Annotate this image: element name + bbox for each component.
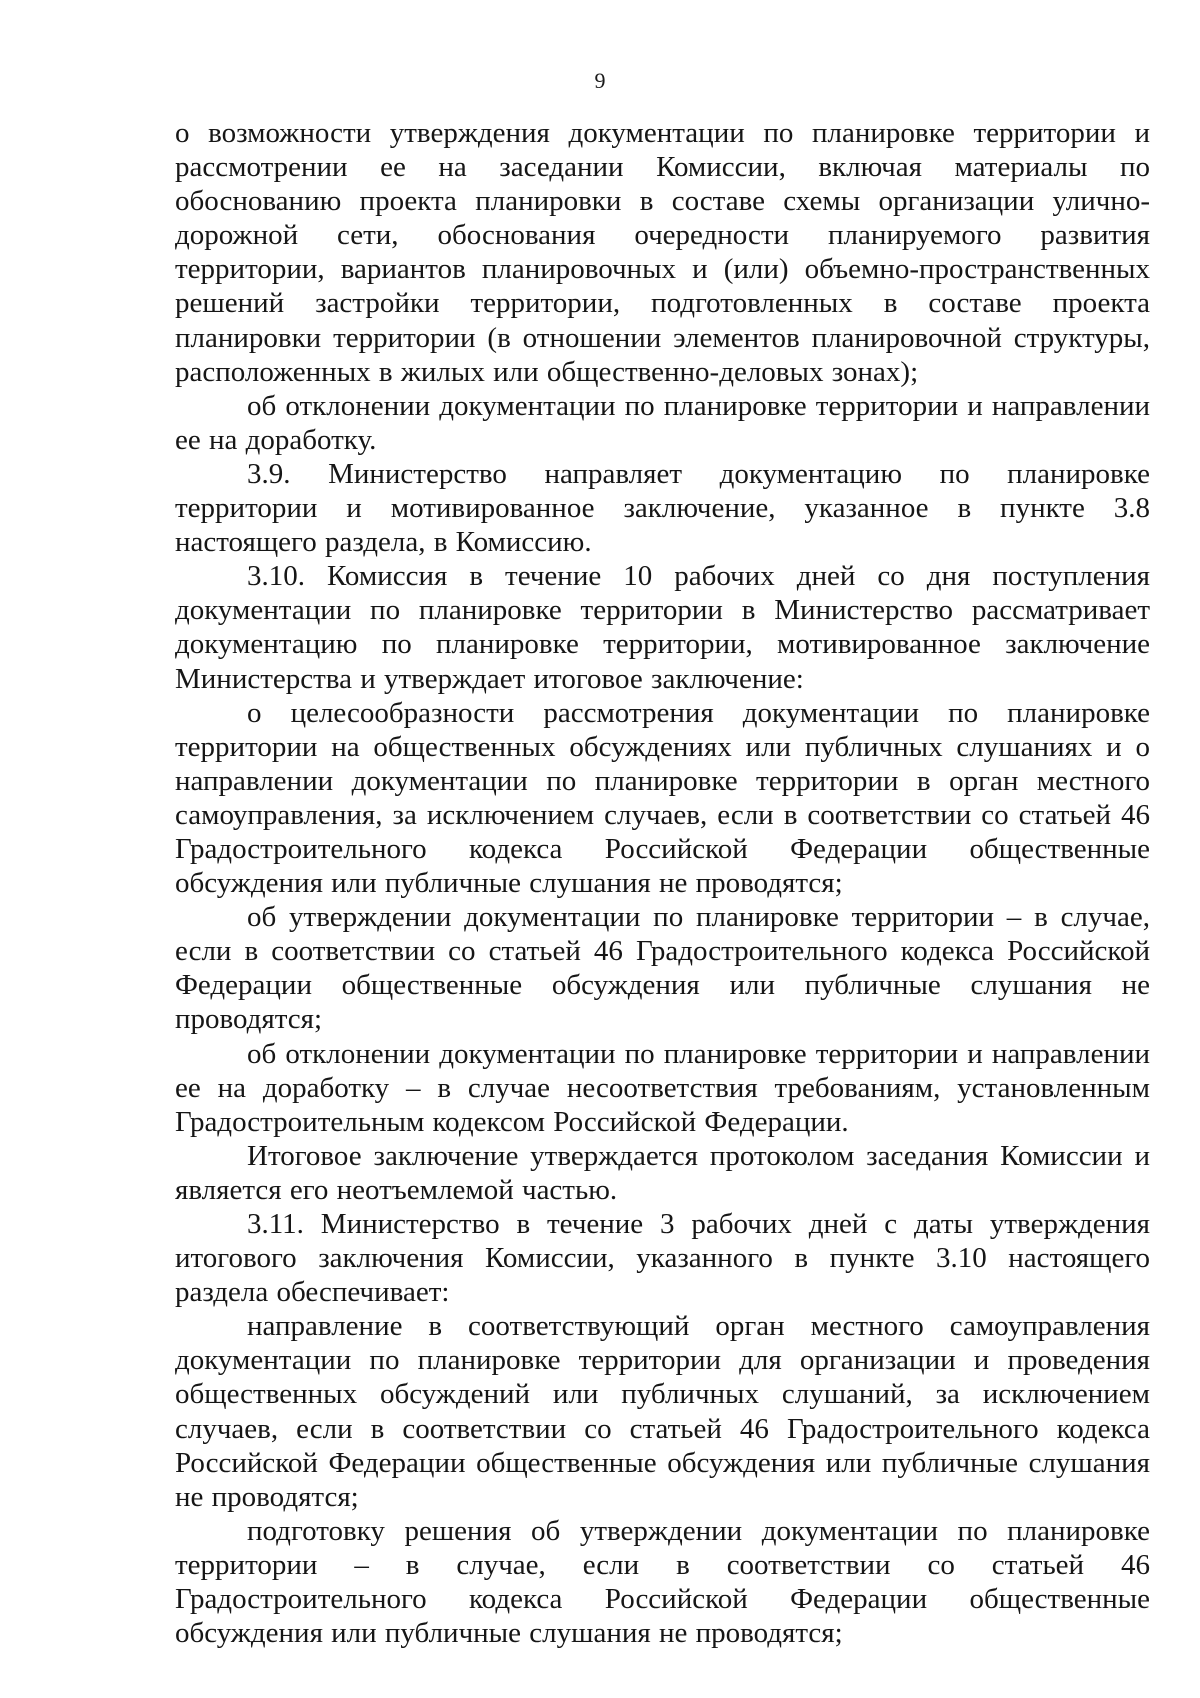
paragraph-approval-possibility: о возможности утверждения документации по планировке территории и рассмотрении ее на заседании Комиссии, включая материалы по обоснованию проекта планировки в составе схемы организации улично-дорожной сети, обоснования очередности планируемого развития территории, вариантов планировочных и (или) объемно-пространственных решений застройки территории, подготовленных в составе проекта планировки территории (в отношении элементов планировочной структуры, расположенных в жилых или общественно-деловых зонах); [175, 117, 1150, 388]
document-body [175, 116, 1150, 1650]
paragraph-rejection-revision: об отклонении документации по планировке территории и направлении ее на доработку. [175, 389, 1150, 456]
paragraph-approval: об утверждении документации по планировке территории – в случае, если в соответствии со статьей 46 Градостроительного кодекса Российской Федерации общественные обсуждения или публичные слушания не проводятся; [175, 901, 1150, 1036]
paragraph-expediency: о целесообразности рассмотрения документации по планировке территории на общественных обсуждениях или публичных слушаниях и о направлении документации по планировке территории в орган местного самоуправления, за исключением случаев, если в соответствии со статьей 46 Градостроительного кодекса Российской Федерации общественные обсуждения или публичные слушания не проводятся; [175, 696, 1150, 900]
paragraph-rejection: об отклонении документации по планировке территории и направлении ее на доработку – в случае несоответствия требованиям, установленным Градостроительным кодексом Российской Федерации. [175, 1037, 1150, 1138]
paragraph-clause-3-10: 3.10. Комиссия в течение 10 рабочих дней со дня поступления документации по планировке территории в Министерство рассматривает документацию по планировке территории, мотивированное заключение Министерства и утверждает итоговое заключение: [175, 560, 1150, 695]
page-number: 9 [594, 68, 606, 93]
paragraph-preparation: подготовку решения об утверждении документации по планировке территории – в случае, если в соответствии со статьей 46 Градостроительного кодекса Российской Федерации общественные обсуждения или публичные слушания не проводятся; [175, 1514, 1150, 1650]
paragraph-sending: направление в соответствующий орган местного самоуправления документации по планировке территории для организации и проведения общественных обсуждений или публичных слушаний, за исключением случаев, если в соответствии со статьей 46 Градостроительного кодекса Российской Федерации общественные обсуждения или публичные слушания не проводятся; [175, 1310, 1150, 1513]
paragraph-final-conclusion: Итоговое заключение утверждается протоколом заседания Комиссии и является его неотъемлемой частью. [175, 1139, 1150, 1206]
paragraph-clause-3-9: 3.9. Министерство направляет документацию по планировке территории и мотивированное заключение, указанное в пункте 3.8 настоящего раздела, в Комиссию. [175, 457, 1150, 559]
paragraph-clause-3-11: 3.11. Министерство в течение 3 рабочих дней с даты утверждения итогового заключения Комиссии, указанного в пункте 3.10 настоящего раздела обеспечивает: [175, 1208, 1150, 1309]
